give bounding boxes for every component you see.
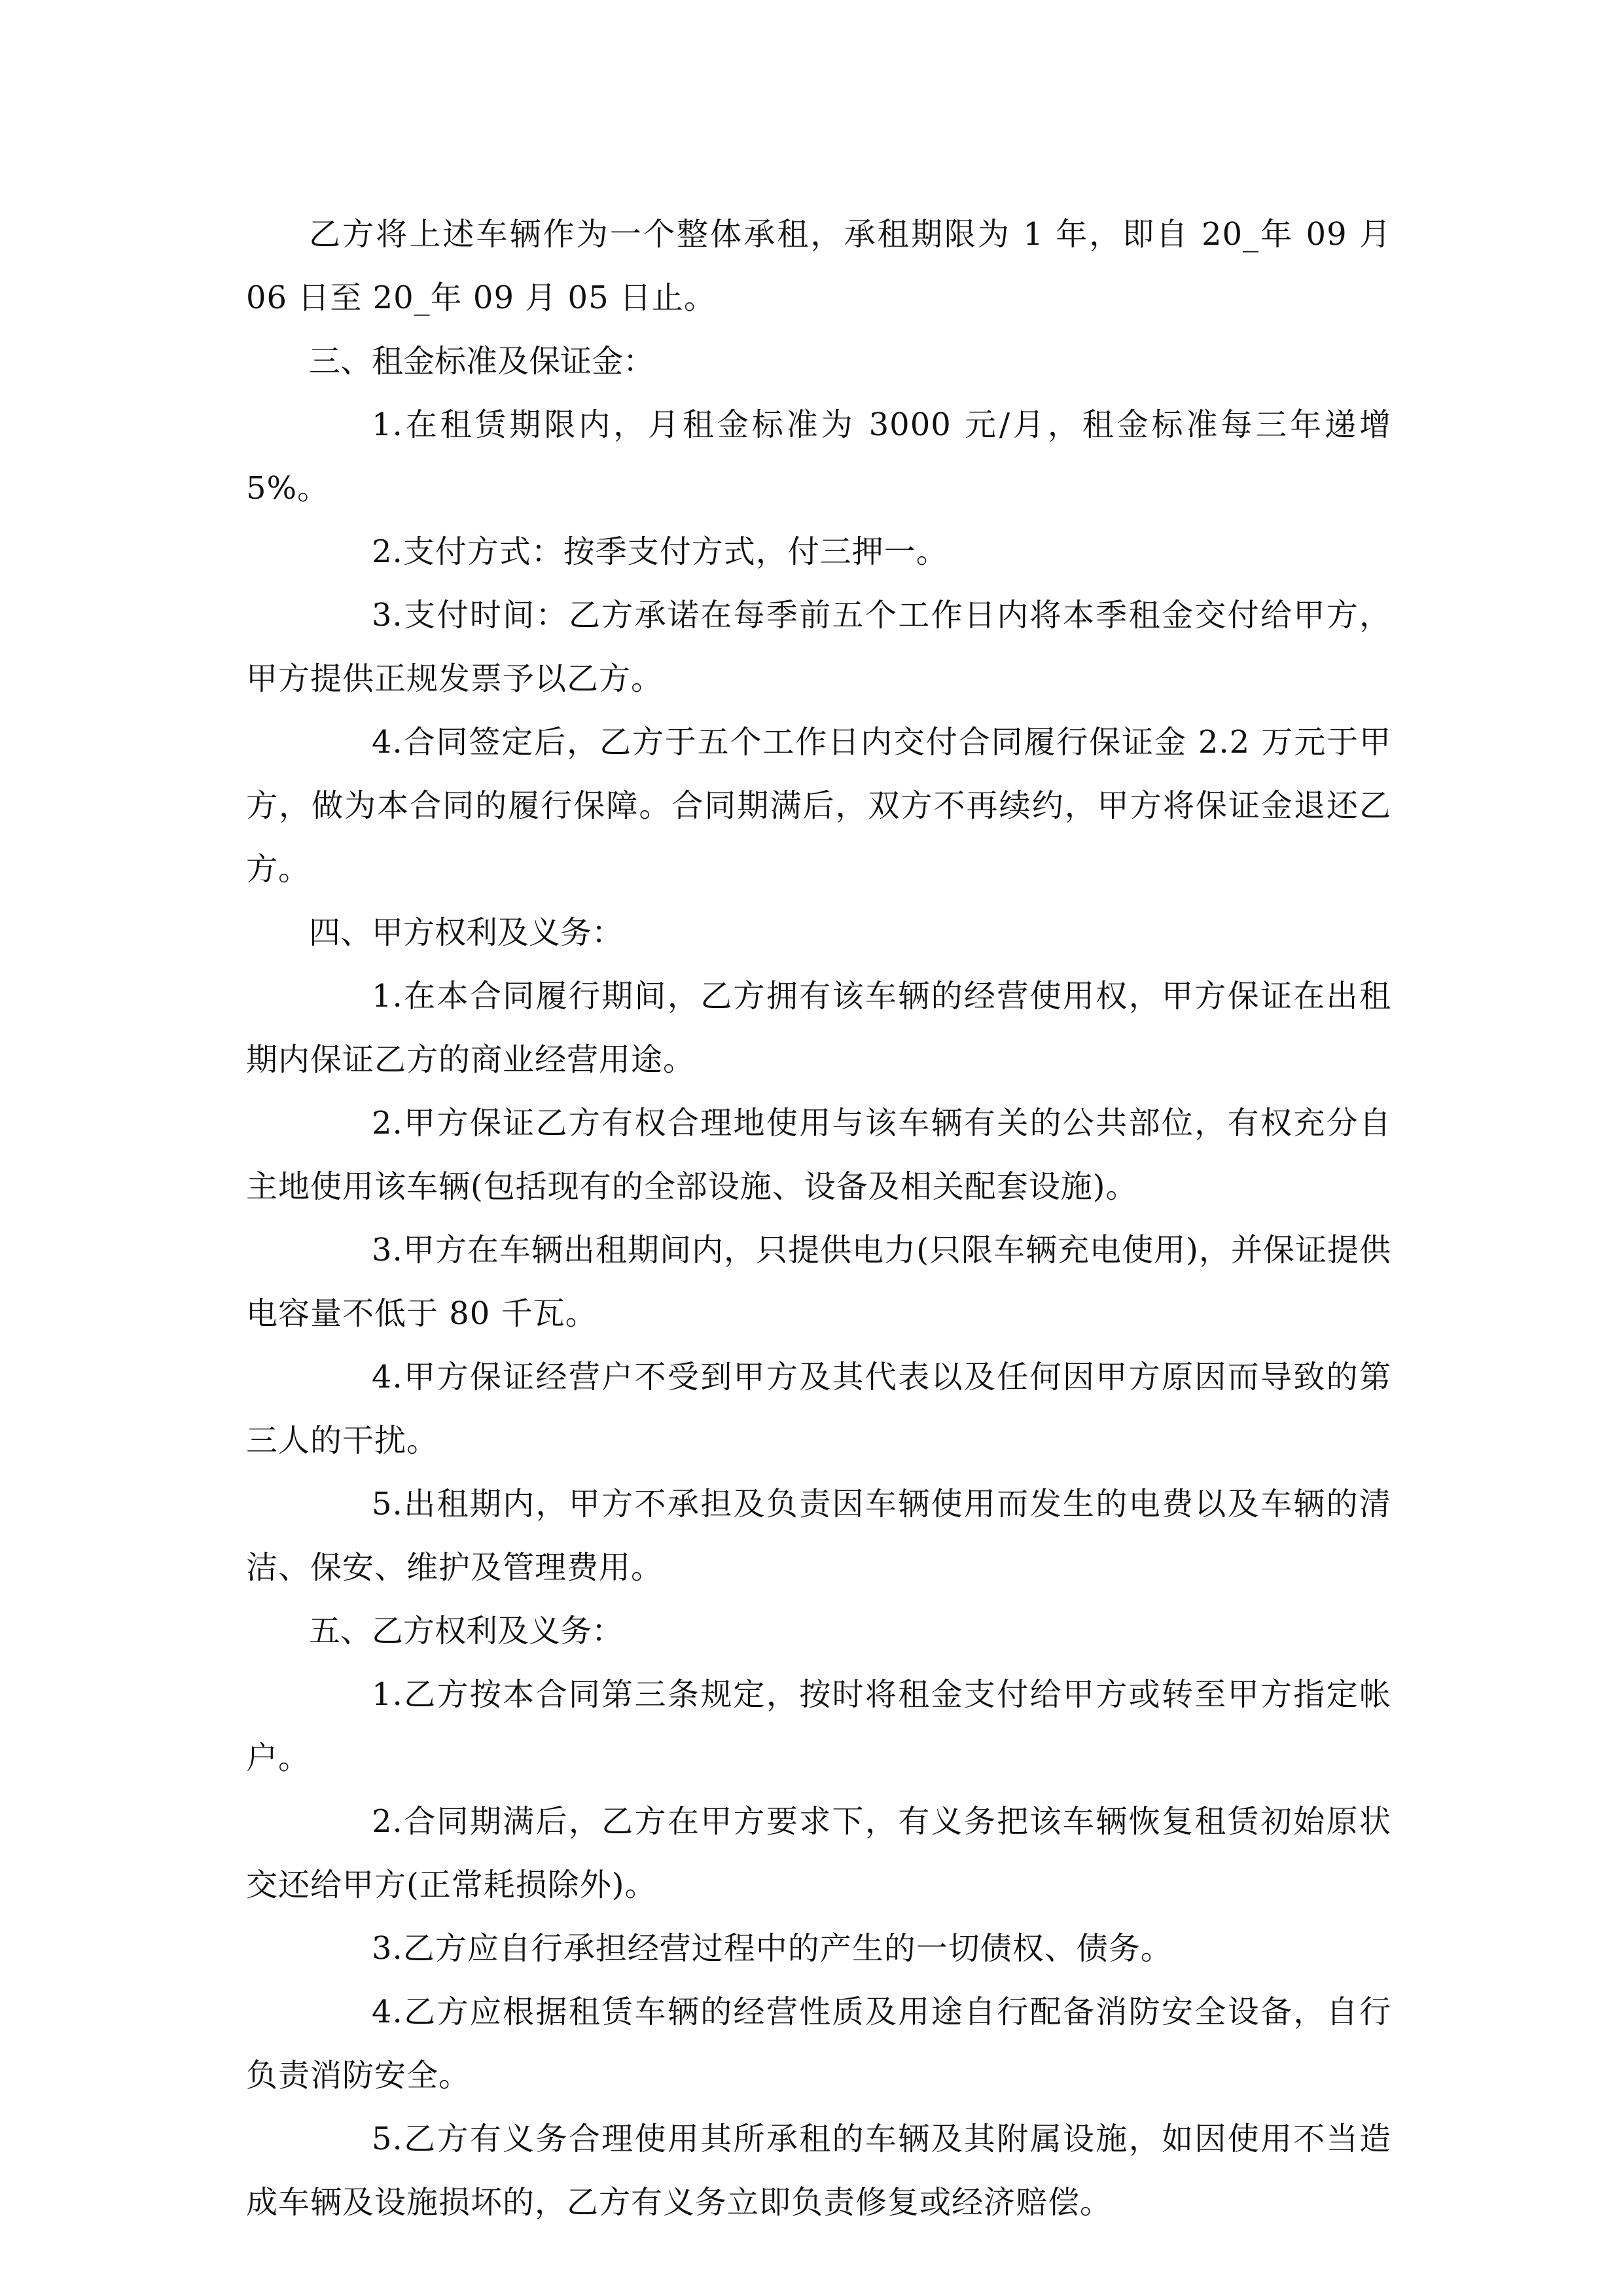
clause-text: 甲方在车辆出租期间内，只提供电力(只限车辆充电使用)，并保证提供电容量不低于 80 千瓦。 [246, 1232, 1391, 1332]
clause-number: 5. [372, 1486, 403, 1522]
section-heading-party-a: 四、甲方权利及义务： [309, 914, 624, 951]
section-heading-party-b: 五、乙方权利及义务： [309, 1613, 624, 1649]
clause-number: 1. [372, 406, 403, 443]
clause-party-a-2 [246, 1092, 1391, 1219]
clause-party-b-1 [246, 1663, 1391, 1790]
clause-party-a-4 [246, 1346, 1391, 1473]
clause-text: 乙方应自行承担经营过程中的产生的一切债权、债务。 [402, 1930, 1173, 1967]
section-heading-rent: 三、租金标准及保证金： [309, 343, 655, 380]
clause-rent-1 [246, 393, 1391, 520]
clause-number: 4. [372, 1359, 403, 1395]
clause-text: 甲方保证乙方有权合理地使用与该车辆有关的公共部位，有权充分自主地使用该车辆(包括现有的全部设施、设备及相关配套设施)。 [246, 1105, 1391, 1205]
clause-party-b-5 [246, 2108, 1391, 2234]
clause-number: 1. [372, 978, 403, 1014]
clause-number: 4. [372, 1994, 403, 2030]
clause-number: 2. [372, 533, 403, 570]
document-body [246, 203, 1391, 2234]
clause-number: 3. [372, 597, 403, 634]
clause-text: 出租期内，甲方不承担及负责因车辆使用而发生的电费以及车辆的清洁、保安、维护及管理费用。 [246, 1486, 1391, 1586]
clause-text: 支付时间：乙方承诺在每季前五个工作日内将本季租金交付给甲方，甲方提供正规发票予以乙方。 [246, 597, 1391, 697]
clause-rent-2 [246, 520, 1391, 584]
clause-number: 3. [372, 1232, 403, 1268]
clause-rent-3 [246, 584, 1391, 711]
clause-number: 2. [372, 1105, 403, 1141]
clause-text: 甲方保证经营户不受到甲方及其代表以及任何因甲方原因而导致的第三人的干扰。 [246, 1359, 1391, 1459]
clause-text: 乙方有义务合理使用其所承租的车辆及其附属设施，如因使用不当造成车辆及设施损坏的，乙方有义务立即负责修复或经济赔偿。 [246, 2121, 1391, 2221]
clause-party-a-1 [246, 965, 1391, 1092]
clause-party-a-3 [246, 1219, 1391, 1346]
clause-number: 1. [372, 1676, 403, 1713]
clause-number: 4. [372, 724, 403, 761]
clause-text: 乙方应根据租赁车辆的经营性质及用途自行配备消防安全设备，自行负责消防安全。 [246, 1994, 1391, 2094]
clause-party-b-4 [246, 1981, 1391, 2108]
clause-number: 3. [372, 1930, 403, 1967]
clause-text: 乙方按本合同第三条规定，按时将租金支付给甲方或转至甲方指定帐户。 [246, 1676, 1391, 1776]
clause-text: 支付方式：按季支付方式，付三押一。 [402, 533, 948, 570]
clause-party-b-3 [246, 1917, 1391, 1981]
clause-number: 2. [372, 1803, 403, 1840]
clause-party-a-5 [246, 1473, 1391, 1600]
clause-text: 在本合同履行期间，乙方拥有该车辆的经营使用权，甲方保证在出租期内保证乙方的商业经营用途。 [246, 978, 1391, 1078]
clause-text: 合同期满后，乙方在甲方要求下，有义务把该车辆恢复租赁初始原状交还给甲方(正常耗损除外)。 [246, 1803, 1391, 1903]
clause-party-b-2 [246, 1790, 1391, 1917]
paragraph-lease-term: 乙方将上述车辆作为一个整体承租，承租期限为 1 年，即自 20_年 09 月 06 日至 20_年 09 月 05 日止。 [246, 216, 1391, 316]
clause-rent-4 [246, 711, 1391, 901]
clause-number: 5. [372, 2121, 403, 2157]
clause-text: 合同签定后，乙方于五个工作日内交付合同履行保证金 2.2 万元于甲方，做为本合同的履行保障。合同期满后，双方不再续约，甲方将保证金退还乙方。 [246, 724, 1391, 888]
clause-text: 在租赁期限内，月租金标准为 3000 元/月，租金标准每三年递增 5%。 [246, 406, 1391, 507]
